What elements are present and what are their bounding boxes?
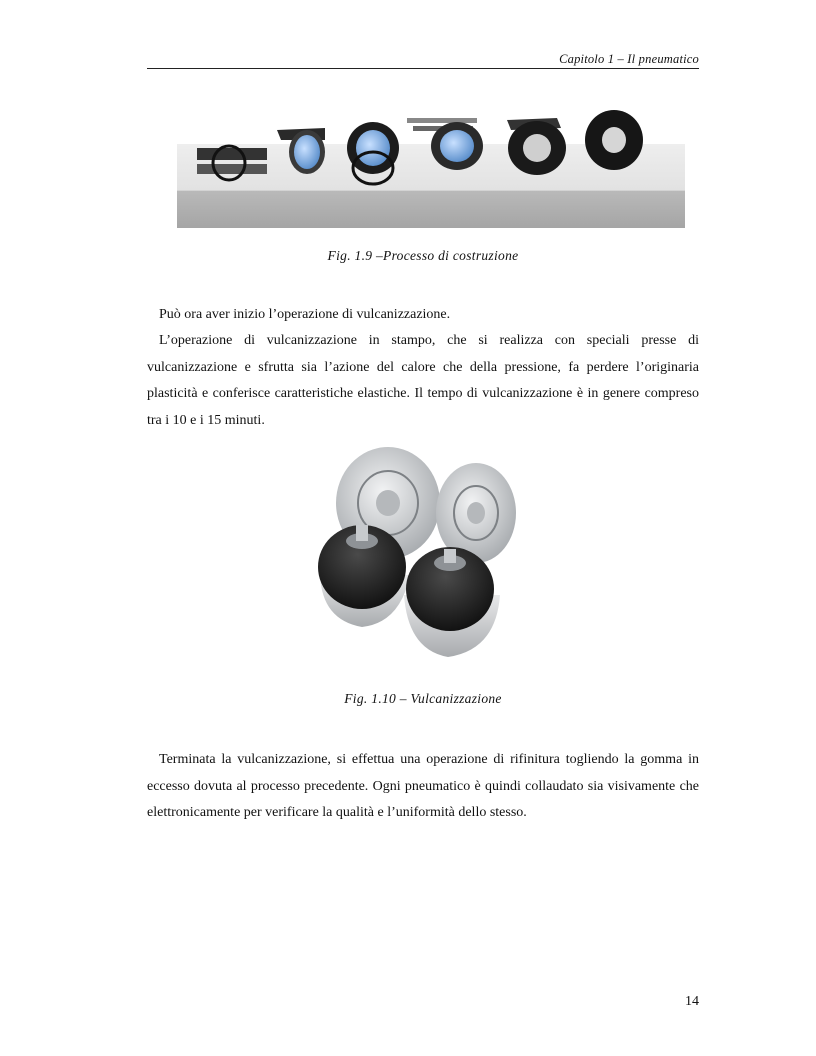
figure-caption: Fig. 1.10 – Vulcanizzazione: [344, 691, 502, 706]
paragraph: Terminata la vulcanizzazione, si effettua una operazione di rifinitura togliendo la gomma in eccesso dovuta al processo precedente. Ogni pneumatico è quindi collaudato sia visivamente che elettronicamente per verificare la qualità e l’uniformità dello stesso.: [147, 752, 699, 820]
header-rule: [147, 68, 699, 69]
paragraph: Può ora aver inizio l’operazione di vulcanizzazione.: [159, 307, 451, 322]
running-header: Capitolo 1 – Il pneumatico: [559, 52, 699, 66]
paragraph: L’operazione di vulcanizzazione in stampo, che si realizza con speciali presse di vulcanizzazione e sfrutta sia l’azione del calore che della pressione, fa perdere l’originaria plasticità e conferisce caratteristiche elastiche. Il tempo di vulcanizzazione è in genere compreso tra i 10 e i 15 minuti.: [147, 333, 699, 428]
stage-5-green-tyre: [507, 118, 566, 175]
page-number: 14: [685, 994, 699, 1009]
figure-construction-process: [177, 108, 685, 228]
figure-caption: Fig. 1.9 –Processo di costruzione: [327, 248, 519, 263]
stage-6-finished-tyre: [585, 110, 643, 170]
figure-vulcanization-press: [300, 445, 522, 665]
